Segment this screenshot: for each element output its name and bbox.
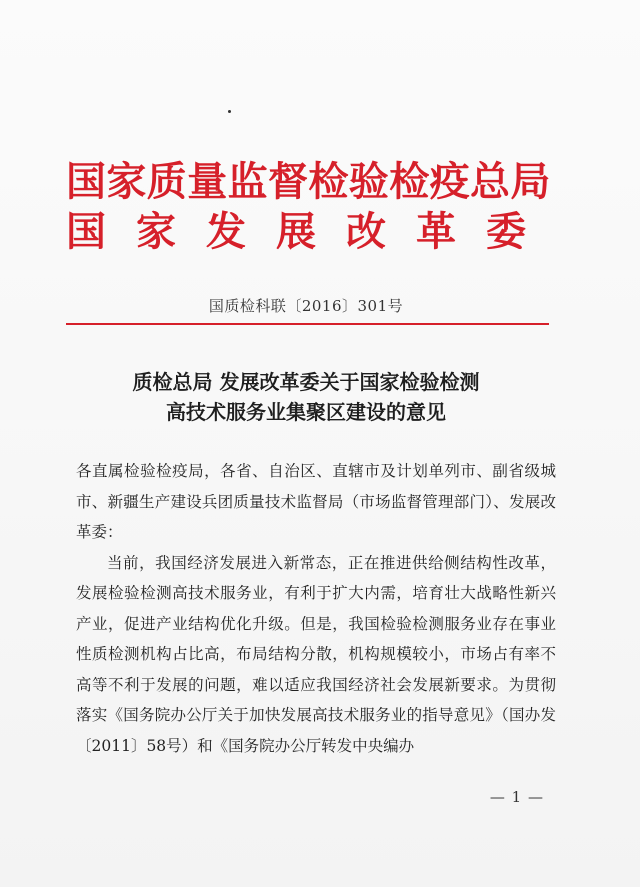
page-number: — 1 —	[489, 788, 544, 806]
issuer-name-secondary: 国家发展改革委	[66, 208, 556, 255]
scan-speck	[228, 110, 231, 113]
issuer-name-primary: 国家质量监督检验检疫总局	[66, 158, 551, 205]
red-divider	[66, 323, 549, 325]
document-number: 国质检科联〔2016〕301号	[208, 297, 404, 315]
recipients-paragraph: 各直属检验检疫局，各省、自治区、直辖市及计划单列市、副省级城市、新疆生产建设兵团质量技术监督局（市场监督管理部门）、发展改革委：	[76, 462, 556, 541]
document-body	[76, 456, 556, 761]
document-title-line-1: 质检总局 发展改革委关于国家检验检测	[132, 370, 480, 394]
document-title-line-2: 高技术服务业集聚区建设的意见	[166, 400, 446, 424]
body-paragraph: 当前，我国经济发展进入新常态，正在推进供给侧结构性改革，发展检验检测高技术服务业，有利于扩大内需，培育壮大战略性新兴产业，促进产业结构优化升级。但是，我国检验检测服务业存在事业性质检测机构占比高，布局结构分散，机构规模较小，市场占有率不高等不利于发展的问题，难以适应我国经济社会发展新要求。为贯彻落实《国务院办公厅关于加快发展高技术服务业的指导意见》（国办发〔2011〕58号）和《国务院办公厅转发中央编办	[76, 553, 556, 755]
